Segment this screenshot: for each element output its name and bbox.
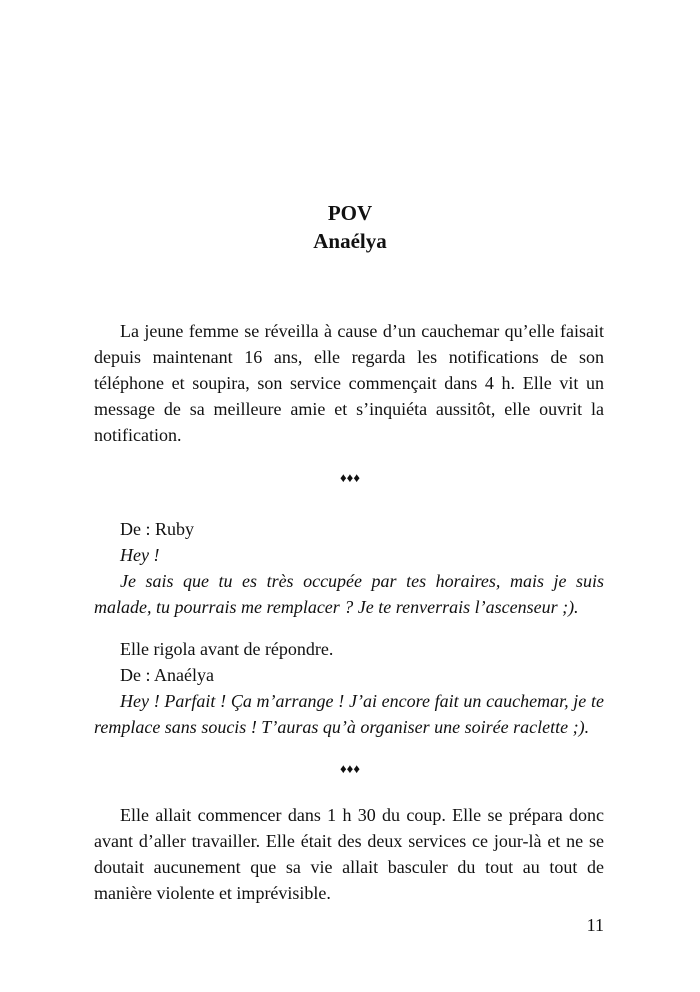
message-body: Hey ! Parfait ! Ça m’arrange ! J’ai encore fait un cauchemar, je te remplace sans soucis ! T’auras qu’à organiser une soirée raclette ;).	[94, 691, 604, 737]
message-anaelya	[94, 636, 604, 740]
section-separator: ♦♦♦	[340, 761, 360, 776]
reply-intro: Elle rigola avant de répondre.	[120, 639, 334, 659]
message-ruby	[94, 516, 604, 620]
opening-paragraph: La jeune femme se réveilla à cause d’un cauchemar qu’elle faisait depuis maintenant 16 ans, elle regarda les notifications de son téléphone et soupira, son service commençait dans 4 h. Elle vit un message de sa meilleure amie et s’inquiéta aussitôt, elle ouvrit la notification.	[94, 321, 604, 445]
chapter-subtitle: Anaélya	[313, 229, 387, 253]
message-sender: De : Ruby	[120, 519, 194, 539]
chapter-title: POV	[327, 201, 373, 225]
closing-paragraph: Elle allait commencer dans 1 h 30 du coup. Elle se prépara donc avant d’aller travailler. Elle était des deux services ce jour-là et ne se doutait aucunement que sa vie allait basculer du tout au tout de manière violente et imprévisible.	[94, 805, 604, 903]
page-number: 11	[586, 915, 604, 935]
section-separator: ♦♦♦	[340, 470, 360, 485]
message-sender: De : Anaélya	[120, 665, 214, 685]
message-body: Je sais que tu es très occupée par tes horaires, mais je suis malade, tu pourrais me remplacer ? Je te renverrais l’ascenseur ;).	[94, 571, 604, 617]
message-greeting: Hey !	[120, 545, 160, 565]
